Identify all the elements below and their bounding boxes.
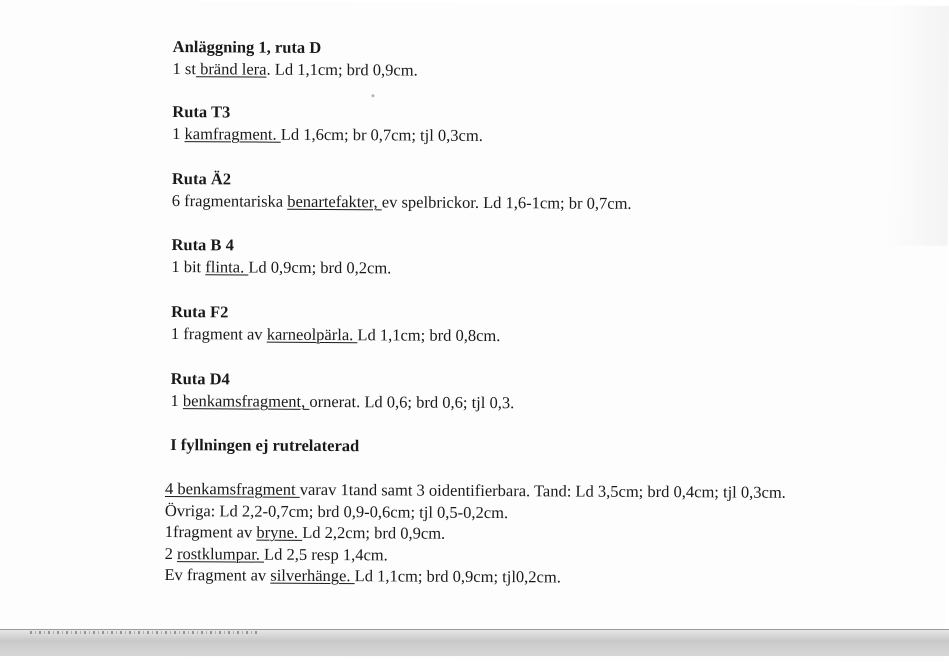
section-ruta-b4 [171,234,391,279]
scan-edge-noise [30,631,260,634]
fill-line: Övriga: Ld 2,2-0,7cm; brd 0,9-0,6cm; tjl 0,5-0,2cm. [165,500,786,525]
find-name: flinta. [205,257,248,276]
section-heading: Ruta B 4 [171,234,391,257]
section-heading: Anläggning 1, ruta D [173,36,418,59]
section-ruta-t3 [172,101,483,147]
section-heading: Ruta T3 [172,101,483,125]
find-name: karneolpärla. [267,325,358,345]
find-name: rostklumpar. [177,544,264,564]
find-name: bryne. [256,523,302,542]
section-heading: Ruta F2 [171,301,501,325]
section-line: 1 kamfragment. Ld 1,6cm; br 0,7cm; tjl 0,3cm. [172,123,483,147]
section-anlaggning-1 [173,36,418,81]
section-line: 1 fragment av karneolpärla. Ld 1,1cm; brd 0,8cm. [171,323,501,347]
section-fyllningen [170,434,359,457]
find-name: 4 benkamsfragment [165,479,300,499]
fill-line: 4 benkamsfragment varav 1tand samt 3 oidentifierbara. Tand: Ld 3,5cm; brd 0,4cm; tjl 0,3cm. [165,478,786,503]
section-line: 1 st bränd lera. Ld 1,1cm; brd 0,9cm. [173,58,418,81]
find-name: benkamsfragment, [183,391,310,411]
scan-shadow [888,5,949,245]
find-name: kamfragment. [185,124,281,144]
scan-speck [371,94,374,97]
section-ruta-a2 [172,168,632,215]
section-ruta-d4 [170,368,514,414]
section-line: 1 benkamsfragment, ornerat. Ld 0,6; brd 0,6; tjl 0,3. [170,390,514,414]
fill-line: Ev fragment av silverhänge. Ld 1,1cm; brd 0,9cm; tjl0,2cm. [164,564,785,589]
find-name: bränd lera [196,59,267,78]
section-heading: I fyllningen ej rutrelaterad [170,434,359,457]
find-name: benartefakter, [287,192,382,212]
fill-line: 2 rostklumpar. Ld 2,5 resp 1,4cm. [165,543,786,568]
section-line: 6 fragmentariska benartefakter, ev spelbrickor. Ld 1,6-1cm; br 0,7cm. [172,190,632,215]
section-heading: Ruta D4 [171,368,515,392]
fill-list [164,478,785,589]
find-name: silverhänge. [270,566,354,586]
section-heading: Ruta Ä2 [172,168,632,193]
section-ruta-f2 [171,301,501,347]
fill-line: 1fragment av bryne. Ld 2,2cm; brd 0,9cm. [165,521,786,546]
section-line: 1 bit flinta. Ld 0,9cm; brd 0,2cm. [171,256,391,279]
